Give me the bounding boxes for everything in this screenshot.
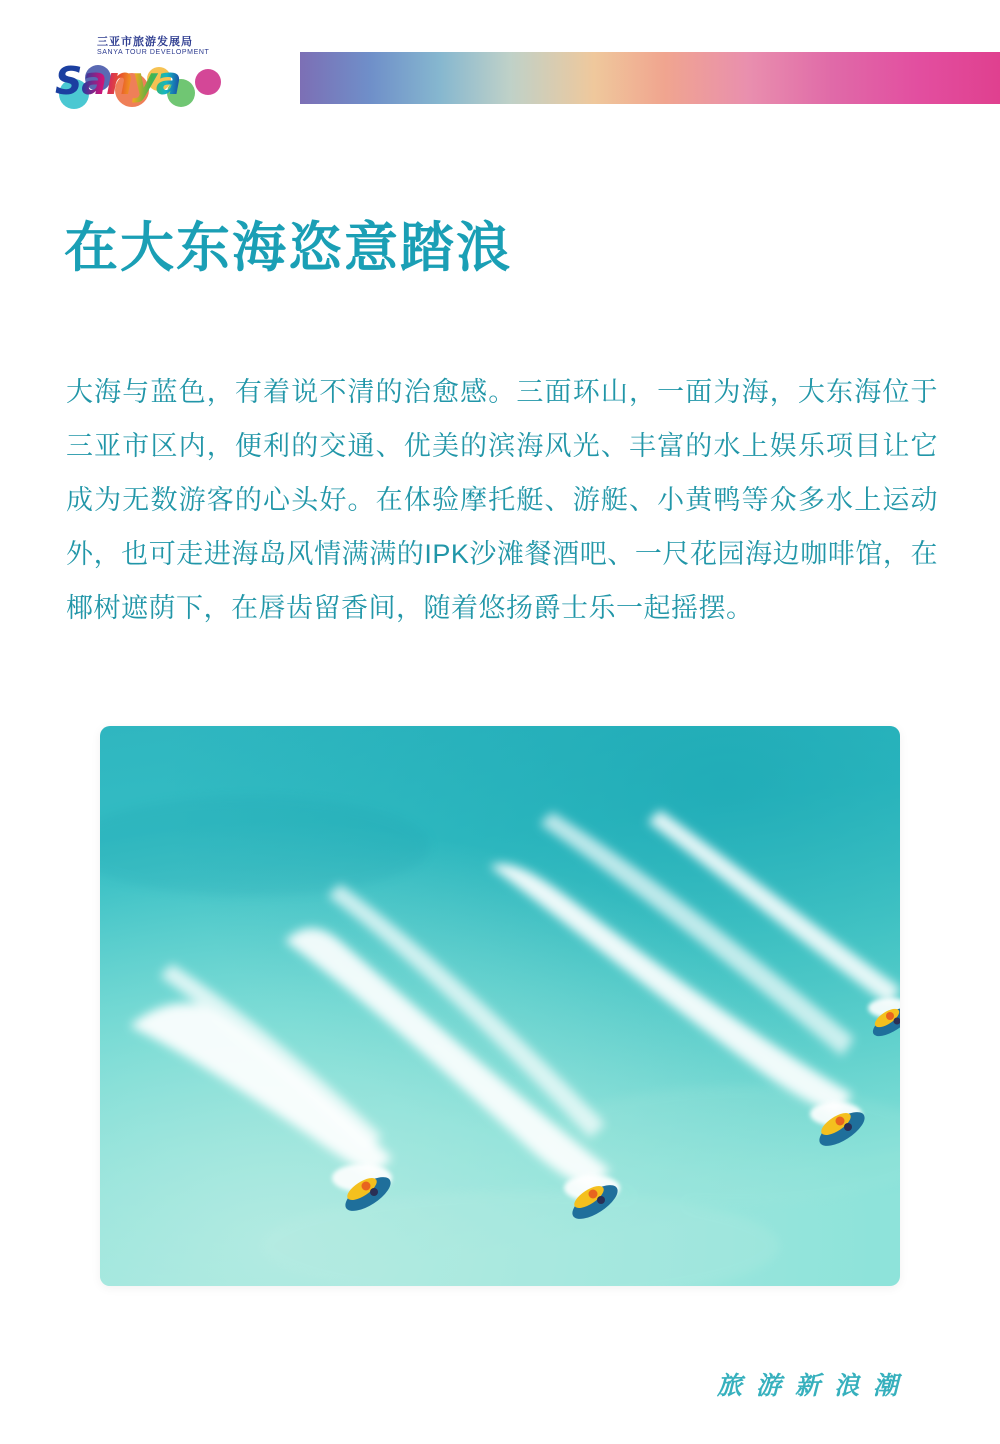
logo-wordmark-text: Sanya [55, 59, 181, 103]
footer-slogan: 旅游新浪潮 [716, 1371, 912, 1400]
logo-tagline-en: SANYA TOUR DEVELOPMENT [97, 49, 210, 56]
header-gradient-bar [300, 52, 1000, 104]
page-title: 在大东海恣意踏浪 [64, 218, 512, 279]
logo-blob-magenta-icon [195, 69, 221, 95]
jetski-aerial-illustration [100, 726, 900, 1286]
hero-photo [100, 726, 900, 1286]
page-header [0, 0, 1000, 122]
logo-wordmark [55, 59, 235, 103]
sanya-logo [55, 36, 245, 106]
article-paragraph: 大海与蓝色，有着说不清的治愈感。三面环山，一面为海，大东海位于三亚市区内，便利的交通、优美的滨海风光、丰富的水上娱乐项目让它成为无数游客的心头好。在体验摩托艇、游艇、小黄鸭等众多水上运动外，也可走进海岛风情满满的IPK沙滩餐酒吧、一尺花园海边咖啡馆，在椰树遮荫下，在唇齿留香间，随着悠扬爵士乐一起摇摆。 [66, 377, 938, 623]
logo-tagline-cn: 三亚市旅游发展局 [97, 36, 193, 48]
